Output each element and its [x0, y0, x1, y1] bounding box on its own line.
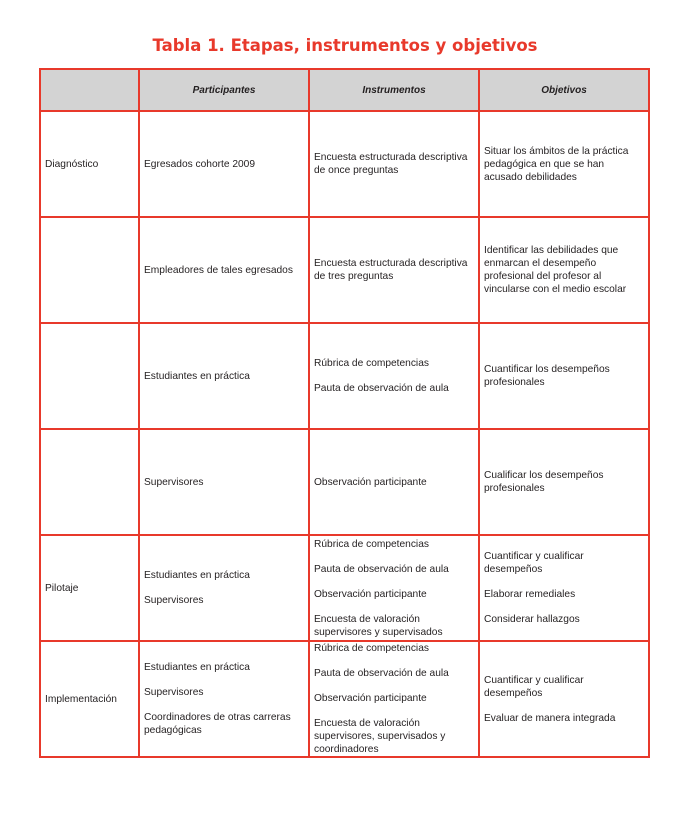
cell-etapa [40, 323, 139, 429]
cell-etapa [40, 429, 139, 535]
table-row [40, 323, 649, 429]
cell-objetivos [479, 111, 649, 217]
objetivos-item: Cuantificar y cualificar desempeños [484, 551, 584, 575]
instrumentos-item: Observación participante [314, 693, 427, 704]
cell-participantes [139, 111, 309, 217]
header-participantes: Participantes [139, 69, 309, 111]
participantes-item: Coordinadores de otras carreras pedagógicas [144, 712, 291, 736]
table-row [40, 641, 649, 757]
cell-objetivos [479, 535, 649, 641]
objetivos-item: Elaborar remediales [484, 589, 576, 600]
cell-etapa: Diagnóstico [40, 111, 139, 217]
participantes-item: Empleadores de tales egresados [144, 264, 293, 276]
cell-participantes [139, 535, 309, 641]
cell-objetivos [479, 217, 649, 323]
stages-table [39, 68, 650, 758]
instrumentos-item: Rúbrica de competencias [314, 358, 429, 369]
table-header-row [40, 69, 649, 111]
instrumentos-item: Observación participante [314, 476, 427, 488]
cell-participantes [139, 323, 309, 429]
objetivos-item: Identificar las debilidades que enmarcan el desempeño profesional del profesor al vincularse con el medio escolar [484, 245, 627, 295]
cell-instrumentos [309, 641, 479, 757]
table-body [40, 111, 649, 757]
cell-instrumentos [309, 535, 479, 641]
cell-instrumentos [309, 323, 479, 429]
participantes-item: Estudiantes en práctica [144, 370, 250, 382]
instrumentos-item: Encuesta estructurada descriptiva de once preguntas [314, 152, 468, 176]
header-objetivos: Objetivos [479, 69, 649, 111]
cell-instrumentos [309, 111, 479, 217]
objetivos-item: Situar los ámbitos de la práctica pedagógica en que se han acusado debilidades [484, 145, 629, 183]
instrumentos-item: Pauta de observación de aula [314, 383, 449, 394]
objetivos-item: Cualificar los desempeños profesionales [484, 470, 604, 494]
instrumentos-item: Rúbrica de competencias [314, 538, 429, 550]
objetivos-item: Cuantificar y cualificar desempeños [484, 674, 584, 699]
cell-etapa [40, 217, 139, 323]
participantes-item: Supervisores [144, 687, 204, 698]
objetivos-item: Considerar hallazgos [484, 614, 580, 625]
cell-participantes [139, 429, 309, 535]
cell-objetivos [479, 429, 649, 535]
table-row [40, 111, 649, 217]
instrumentos-item: Encuesta de valoración supervisores y supervisados [314, 613, 443, 638]
header-instrumentos: Instrumentos [309, 69, 479, 111]
header-etapa [40, 69, 139, 111]
participantes-item: Supervisores [144, 595, 204, 606]
cell-etapa: Implementación [40, 641, 139, 757]
table-row [40, 535, 649, 641]
objetivos-item: Evaluar de manera integrada [484, 712, 616, 724]
instrumentos-item: Rúbrica de competencias [314, 643, 429, 654]
participantes-item: Egresados cohorte 2009 [144, 158, 256, 170]
cell-objetivos [479, 323, 649, 429]
objetivos-item: Cuantificar los desempeños profesionales [484, 364, 610, 388]
instrumentos-item: Encuesta estructurada descriptiva de tres preguntas [314, 258, 468, 282]
participantes-item: Estudiantes en práctica [144, 662, 250, 673]
cell-participantes [139, 217, 309, 323]
cell-instrumentos [309, 217, 479, 323]
cell-participantes [139, 641, 309, 757]
instrumentos-item: Encuesta de valoración supervisores, supervisados y coordinadores [314, 718, 446, 755]
participantes-item: Estudiantes en práctica [144, 570, 250, 581]
cell-instrumentos [309, 429, 479, 535]
instrumentos-item: Observación participante [314, 588, 427, 600]
instrumentos-item: Pauta de observación de aula [314, 668, 449, 679]
table-title: Tabla 1. Etapas, instrumentos y objetivos [152, 36, 538, 55]
table-row [40, 217, 649, 323]
instrumentos-item: Pauta de observación de aula [314, 563, 449, 575]
cell-etapa: Pilotaje [40, 535, 139, 641]
cell-objetivos [479, 641, 649, 757]
table-row [40, 429, 649, 535]
participantes-item: Supervisores [144, 476, 204, 488]
